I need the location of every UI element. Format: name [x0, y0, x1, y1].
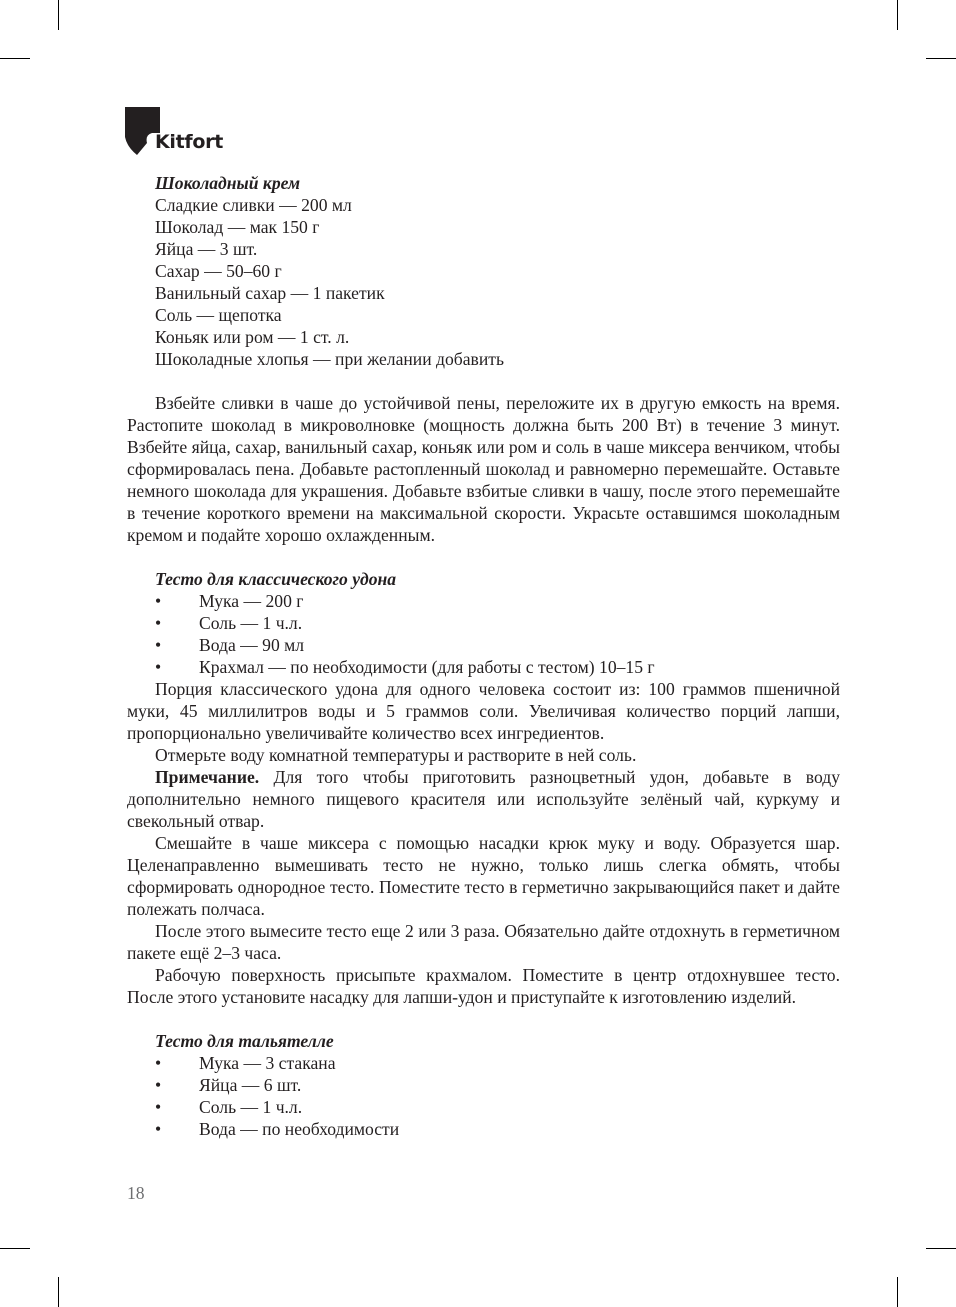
- page-content: [127, 172, 840, 1140]
- paragraph: Отмерьте воду комнатной температуры и растворите в ней соль.: [155, 745, 637, 765]
- ingredient-list-item: [127, 1096, 840, 1118]
- ingredient-text: Соль — 1 ч.л.: [199, 613, 303, 633]
- paragraph: После этого вымесите тесто еще 2 или 3 раза. Обязательно дайте отдохнуть в герметичном пакете ещё 2–3 часа.: [127, 921, 840, 963]
- recipe-title-tagliatelle-dough: Тесто для тальятелле: [155, 1031, 334, 1051]
- crop-mark-top-left-horizontal: [0, 58, 30, 59]
- ingredient-text: Мука — 200 г: [199, 591, 304, 611]
- ingredient: Коньяк или ром — 1 ст. л.: [155, 327, 350, 347]
- recipe-title-udon-dough: Тесто для классического удона: [155, 569, 397, 589]
- brand-name: Kitfort: [155, 131, 223, 153]
- ingredient: Ванильный сахар — 1 пакетик: [155, 283, 385, 303]
- paragraph: Смешайте в чаше миксера с помощью насадки крюк муку и воду. Образуется шар. Целенаправленно вымешивать тесто не нужно, только лишь слегка обмять, чтобы сформировать однородное тесто. Поместите тесто в герметично закрывающийся пакет и дайте полежать полчаса.: [127, 833, 840, 919]
- paragraph: Порция классического удона для одного человека состоит из: 100 граммов пшеничной муки, 45 миллилитров воды и 5 граммов соли. Увеличивая количество порций лапши, пропорционально увеличивайте количество всех ингредиентов.: [127, 679, 840, 743]
- ingredient-list-item: [127, 1118, 840, 1140]
- ingredient-list-item: [127, 612, 840, 634]
- ingredient-list-item: [127, 590, 840, 612]
- note-paragraph: [127, 766, 840, 832]
- ingredient: Сахар — 50–60 г: [155, 261, 282, 281]
- ingredient: Шоколадные хлопья — при желании добавить: [155, 349, 504, 369]
- ingredient-text: Вода — по необходимости: [199, 1119, 400, 1139]
- ingredient-text: Яйца — 6 шт.: [199, 1075, 302, 1095]
- ingredient-list-item: [127, 1052, 840, 1074]
- note-label: Примечание.: [155, 767, 260, 787]
- bullet-icon: •: [155, 1053, 162, 1073]
- recipe-title-chocolate-cream: Шоколадный крем: [155, 173, 301, 193]
- bullet-icon: •: [155, 1119, 162, 1139]
- bullet-icon: •: [155, 1097, 162, 1117]
- bullet-icon: •: [155, 613, 162, 633]
- ingredient-text: Мука — 3 стакана: [199, 1053, 336, 1073]
- ingredient-list-item: [127, 634, 840, 656]
- crop-mark-top-right-vertical: [897, 0, 898, 30]
- ingredient-text: Крахмал — по необходимости (для работы с тестом) 10–15 г: [199, 657, 655, 677]
- paragraph: Рабочую поверхность присыпьте крахмалом. Поместите в центр отдохнувшее тесто. После этого установите насадку для лапши-удон и приступайте к изготовлению изделий.: [127, 965, 840, 1007]
- ingredient: Сладкие сливки — 200 мл: [155, 195, 352, 215]
- crop-mark-bottom-right-horizontal: [926, 1248, 956, 1249]
- ingredient: Шоколад — мак 150 г: [155, 217, 320, 237]
- ingredient-text: Вода — 90 мл: [199, 635, 305, 655]
- page-number: 18: [127, 1183, 145, 1203]
- brand-logo: [125, 107, 245, 157]
- crop-mark-bottom-left-horizontal: [0, 1248, 30, 1249]
- crop-mark-top-left-vertical: [58, 0, 59, 30]
- bullet-icon: •: [155, 657, 162, 677]
- bullet-icon: •: [155, 1075, 162, 1095]
- note-text: Для того чтобы приготовить разноцветный удон, добавьте в воду дополнительно немного пищевого красителя или используйте зелёный чай, куркуму и свекольный отвар.: [127, 767, 840, 831]
- ingredient: Соль — щепотка: [155, 305, 282, 325]
- ingredient-list-item: [127, 656, 840, 678]
- ingredient-list-item: [127, 1074, 840, 1096]
- ingredient-text: Соль — 1 ч.л.: [199, 1097, 303, 1117]
- crop-mark-top-right-horizontal: [926, 58, 956, 59]
- instructions-paragraph: Взбейте сливки в чаше до устойчивой пены, переложите их в другую емкость на время. Растопите шоколад в микроволновке (мощность должна быть 200 Вт) в течение 3 минут. Взбейте яйца, сахар, ванильный сахар, коньяк или ром и соль в чаше миксера венчиком, чтобы сформировалась пена. Добавьте растопленный шоколад и равномерно перемешайте. Оставьте немного шоколада для украшения. Добавьте взбитые сливки в чашу, после этого перемешайте в течение короткого времени на максимальной скорости. Украсьте оставшимся шоколадным кремом и подайте хорошо охлажденным.: [127, 393, 840, 545]
- bullet-icon: •: [155, 635, 162, 655]
- bullet-icon: •: [155, 591, 162, 611]
- ingredient: Яйца — 3 шт.: [155, 239, 258, 259]
- crop-mark-bottom-right-vertical: [897, 1277, 898, 1307]
- crop-mark-bottom-left-vertical: [58, 1277, 59, 1307]
